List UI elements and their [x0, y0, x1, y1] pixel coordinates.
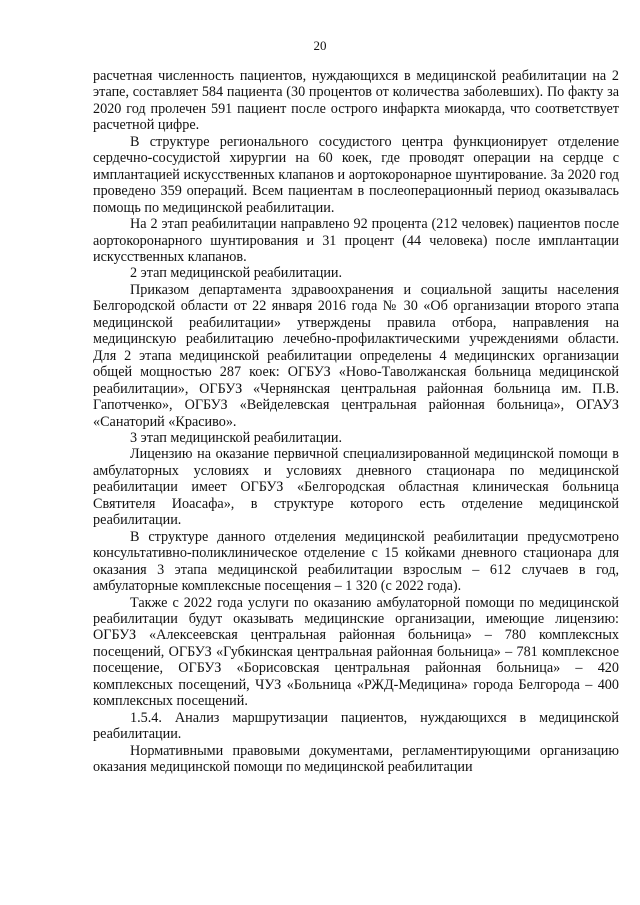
paragraph: расчетная численность пациентов, нуждающихся в медицинской реабилитации на 2 этапе, составляет 584 пациента (30 процентов от количества заболевших). По факту за 2020 год пролечен 591 пациент после острого инфаркта миокарда, что соответствует расчетной цифре. [93, 68, 619, 134]
section-heading: 1.5.4. Анализ маршрутизации пациентов, нуждающихся в медицинской реабилитации. [93, 709, 619, 743]
paragraph: Приказом департамента здравоохранения и социальной защиты населения Белгородской области от 22 января 2016 года № 30 «Об организации второго этапа медицинской реабилитации» утверждены правила отбора, направления на медицинскую реабилитацию лечебно-профилактическими учреждениями области. Для 2 этапа медицинской реабилитации определены 4 медицинских организации общей мощностью 287 коек: ОГБУЗ «Ново-Таволжанская больница медицинской реабилитации», ОГБУЗ «Чернянская центральная районная больница им. П.В. Гапотченко», ОГБУЗ «Вейделевская центральная районная больница», ОГАУЗ «Санаторий «Красиво». [93, 281, 619, 430]
section-heading: 3 этап медицинской реабилитации. [130, 429, 343, 446]
section-heading: 2 этап медицинской реабилитации. [130, 265, 343, 282]
paragraph: Лицензию на оказание первичной специализированной медицинской помощи в амбулаторных условиях и условиях дневного стационара по медицинской реабилитации имеет ОГБУЗ «Белгородская областная клиническая больница Святителя Иоасафа», в структуре которого есть отделение медицинской реабилитации. [93, 446, 619, 529]
paragraph: В структуре данного отделения медицинской реабилитации предусмотрено консультативно-поликлиническое отделение с 15 койками дневного стационара для оказания 3 этапа медицинской реабилитации взрослым – 612 случаев в год, амбулаторные комплексные посещения – 1 320 (с 2022 года). [93, 528, 619, 595]
paragraph: В структуре регионального сосудистого центра функционирует отделение сердечно-сосудистой хирургии на 60 коек, где проводят операции на сердце с имплантацией искусственных клапанов и аортокоронарное шунтирование. За 2020 год проведено 359 операций. Всем пациентам в послеоперационный период оказывалась помощь по медицинской реабилитации. [93, 133, 619, 216]
paragraph: Нормативными правовыми документами, регламентирующими организацию оказания медицинской помощи по медицинской реабилитации [93, 742, 619, 776]
paragraph: На 2 этап реабилитации направлено 92 процента (212 человек) пациентов после аортокоронарного шунтирования и 31 процент (44 человека) после имплантации искусственных клапанов. [93, 216, 619, 265]
page-number: 20 [313, 38, 327, 53]
paragraph: Также с 2022 года услуги по оказанию амбулаторной помощи по медицинской реабилитации будут оказывать медицинские организации, имеющие лицензию: ОГБУЗ «Алексеевская центральная районная больница» – 780 комплексных посещений, ОГБУЗ «Губкинская центральная районная больница» – 781 комплексное посещение, ОГБУЗ «Борисовская центральная районная больница» – 420 комплексных посещений, ЧУЗ «Больница «РЖД-Медицина» города Белгорода – 400 комплексных посещений. [93, 594, 619, 710]
body-text [93, 68, 619, 775]
